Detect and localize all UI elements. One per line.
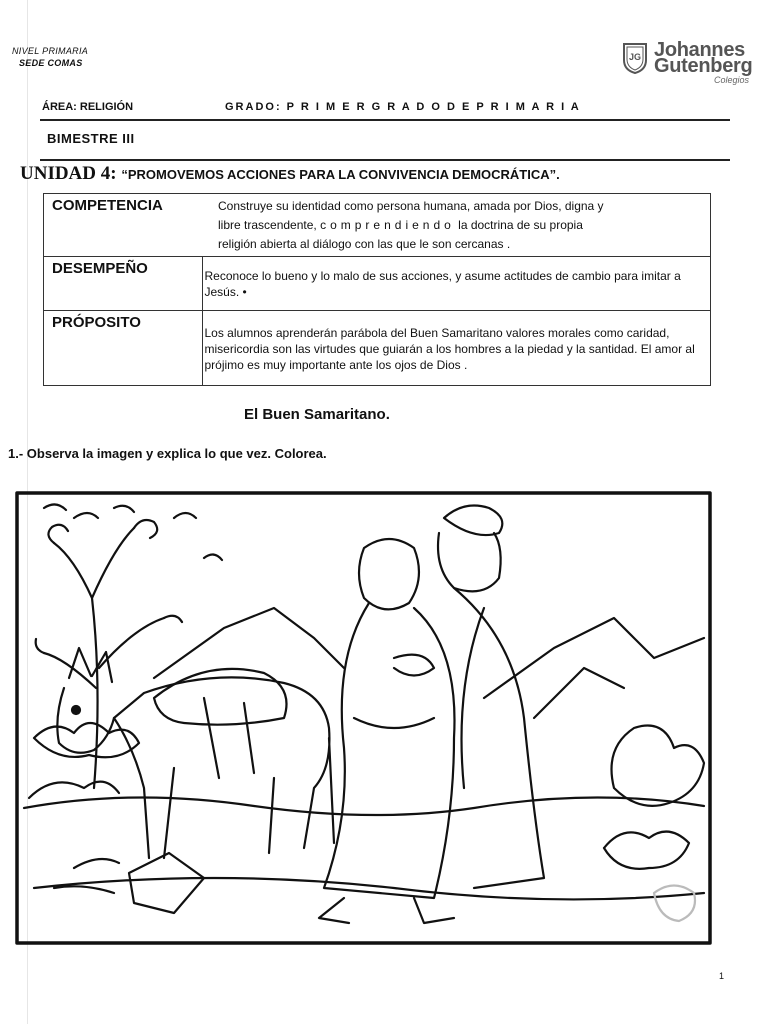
logo-mark: JG (629, 52, 642, 62)
competencia-part: la doctrina de su propia (454, 218, 583, 232)
competencia-text (202, 194, 711, 257)
logo-line1: Johannes (654, 39, 745, 61)
grado-text: GRADO: P R I M E R G R A D O D E P R I M A R I A (225, 101, 581, 113)
divider-rule (40, 159, 730, 161)
table-row (44, 311, 711, 386)
logo-line2: Gutenberg (654, 55, 753, 77)
competencia-spaced: comprendiendo (320, 218, 455, 232)
table-row (44, 194, 711, 257)
proposito-label: PRÓPOSITO (44, 311, 203, 386)
proposito-text: Los alumnos aprenderán parábola del Buen Samaritano valores morales como caridad, misericordia son las virtudes que guiarán a los hombres a la piedad y la santidad. El amor al prójimo es muy importante ante los ojos de Dios . (202, 311, 711, 386)
competencia-line (218, 216, 708, 235)
table-row (44, 257, 711, 311)
instruction-text: 1.- Observa la imagen y explica lo que vez. Colorea. (8, 446, 327, 461)
unidad-lead: UNIDAD 4: (20, 163, 122, 184)
divider-rule (40, 119, 730, 121)
good-samaritan-illustration (14, 488, 714, 948)
grado-label (225, 101, 581, 113)
desempeno-label: DESEMPEÑO (44, 257, 203, 311)
school-logo (622, 39, 762, 86)
desempeno-text: Reconoce lo bueno y lo malo de sus acciones, y asume actitudes de cambio para imitar a Jesús. • (202, 257, 711, 311)
bimestre-label: BIMESTRE III (47, 131, 135, 146)
unidad-title: “PROMOVEMOS ACCIONES PARA LA CONVIVENCIA DEMOCRÁTICA”. (121, 167, 560, 182)
area-label: ÁREA: RELIGIÓN (42, 101, 134, 113)
unidad-heading (20, 163, 560, 185)
shield-icon (622, 42, 648, 74)
competencia-line: Construye su identidad como persona humana, amada por Dios, digna y (218, 199, 604, 213)
sede-label: SEDE COMAS (19, 58, 83, 68)
competencia-part: libre trascendente, (218, 218, 317, 232)
page-number: 1 (719, 971, 725, 981)
competencia-line: religión abierta al diálogo con las que le son cercanas . (218, 237, 511, 251)
competence-table (43, 193, 711, 386)
nivel-label: NIVEL PRIMARIA (12, 46, 89, 56)
logo-sub: Colegios (714, 75, 750, 85)
competencia-label: COMPETENCIA (44, 194, 203, 257)
section-title: El Buen Samaritano. (244, 406, 390, 423)
